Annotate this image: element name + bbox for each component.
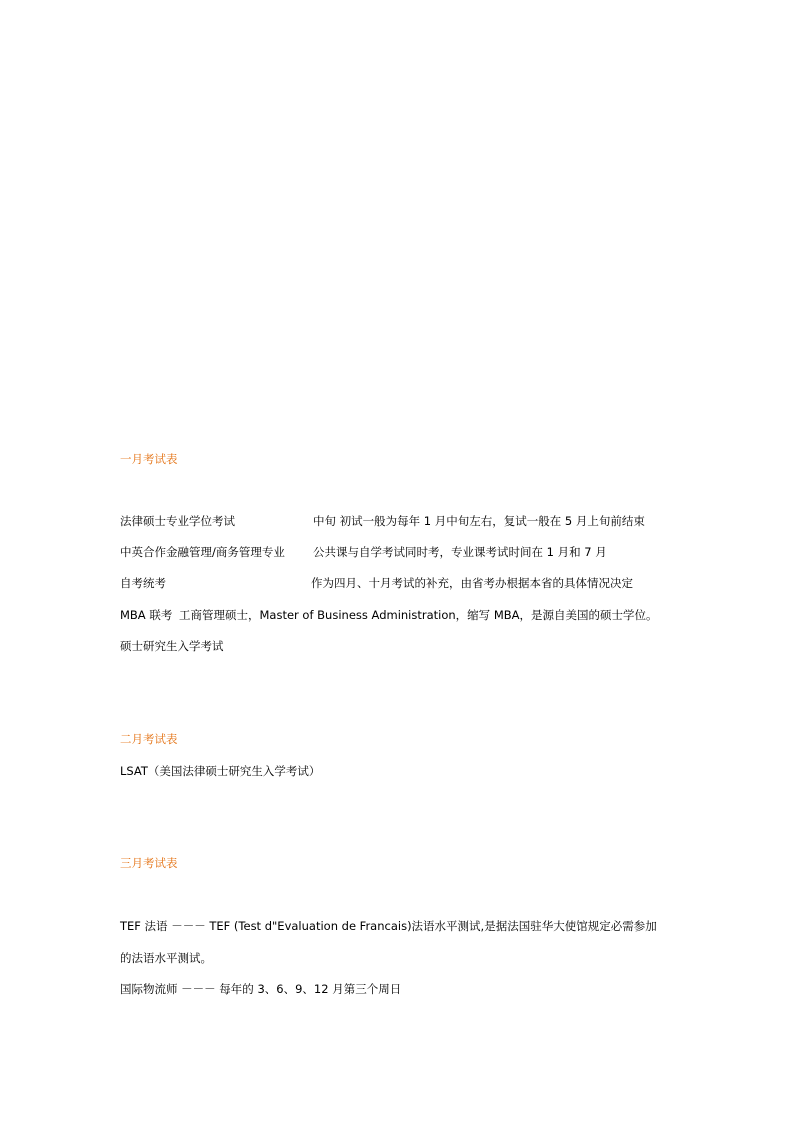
tef-line-continued: 的法语水平测试。 bbox=[120, 951, 212, 965]
exam-name: LSAT（美国法律硕士研究生入学考试） bbox=[120, 764, 321, 778]
january-heading: 一月考试表 bbox=[120, 452, 178, 466]
exam-detail: 作为四月、十月考试的补充，由省考办根据本省的具体情况决定 bbox=[311, 576, 633, 590]
february-heading: 二月考试表 bbox=[120, 732, 178, 746]
exam-row bbox=[120, 575, 633, 591]
exam-name: 法律硕士专业学位考试 bbox=[120, 514, 235, 528]
exam-name: 自考统考 bbox=[120, 576, 166, 590]
exam-row bbox=[120, 763, 320, 779]
tef-line: TEF 法语 －－－ TEF (Test d"Evaluation de Francais)法语水平测试,是据法国驻华大使馆规定必需参加 bbox=[120, 919, 657, 933]
exam-detail: 公共课与自学考试同时考，专业课考试时间在 1 月和 7 月 bbox=[313, 545, 607, 559]
exam-name: MBA 联考 bbox=[120, 608, 173, 622]
exam-row bbox=[120, 638, 224, 654]
march-heading: 三月考试表 bbox=[120, 856, 178, 870]
logistics-line: 国际物流师 －－－ 每年的 3、6、9、12 月第三个周日 bbox=[120, 982, 402, 996]
exam-name: 中英合作金融管理/商务管理专业 bbox=[120, 545, 285, 559]
exam-detail: 工商管理硕士，Master of Business Administration，缩写 MBA，是源自美国的硕士学位。 bbox=[179, 608, 658, 622]
exam-row bbox=[120, 607, 658, 623]
exam-row bbox=[120, 513, 645, 529]
exam-row bbox=[120, 544, 607, 560]
exam-name: 硕士研究生入学考试 bbox=[120, 639, 224, 653]
exam-detail: 中旬 初试一般为每年 1 月中旬左右，复试一般在 5 月上旬前结束 bbox=[313, 514, 645, 528]
